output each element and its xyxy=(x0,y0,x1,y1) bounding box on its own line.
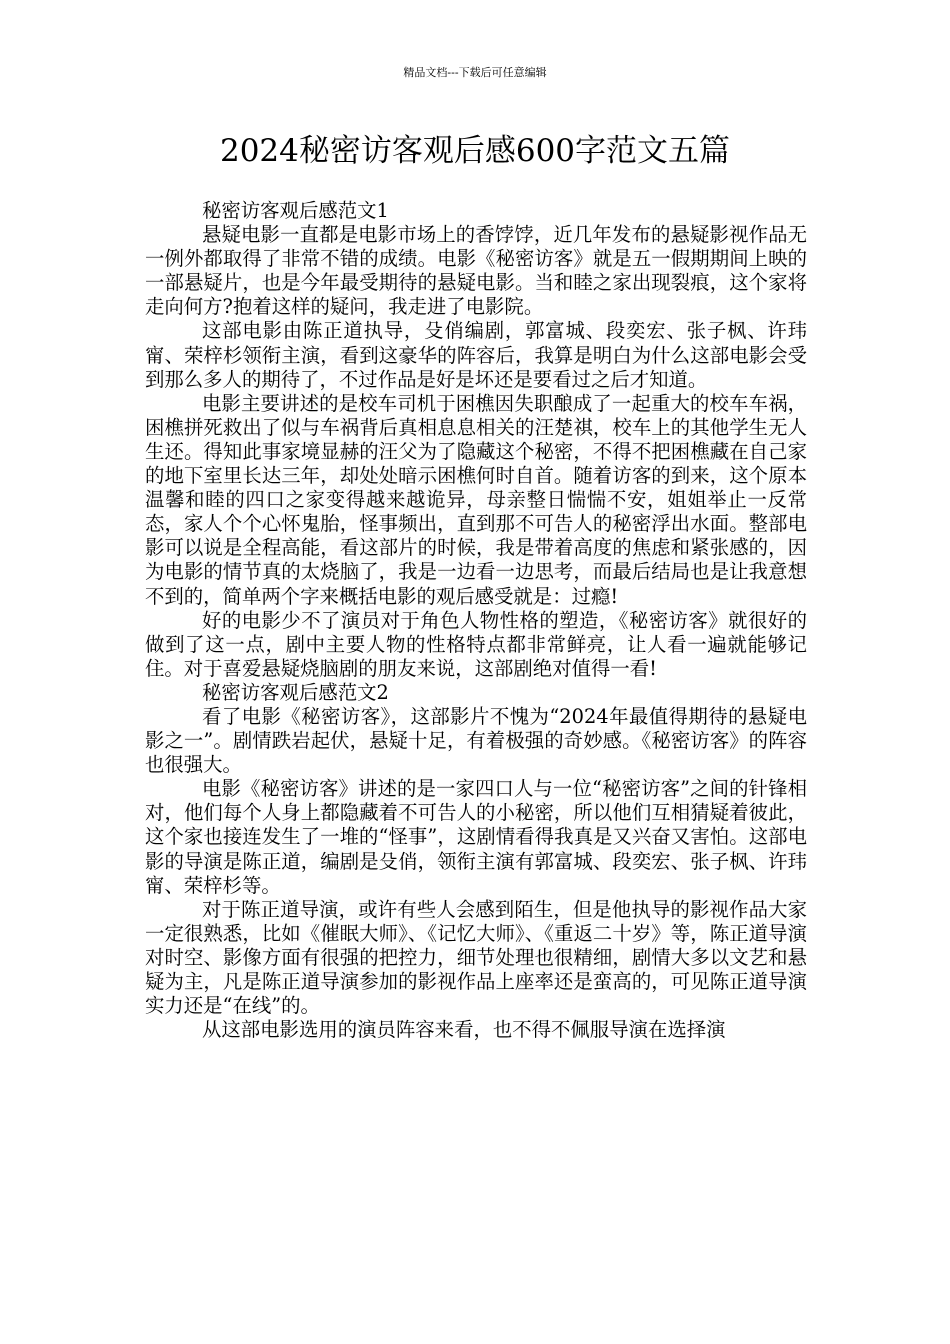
paragraph: 这部电影由陈正道执导，殳俏编剧，郭富城、段奕宏、张子枫、许玮甯、荣梓杉领衔主演，看到这豪华的阵容后，我算是明白为什么这部电影会受到那么多人的期待了，不过作品是好是坏还是要看过之后才知道。 xyxy=(145,319,807,391)
document-body xyxy=(145,199,807,1042)
paragraph: 悬疑电影一直都是电影市场上的香饽饽，近几年发布的悬疑影视作品无一例外都取得了非常不错的成绩。电影《秘密访客》就是五一假期期间上映的一部悬疑片，也是今年最受期待的悬疑电影。当和睦之家出现裂痕，这个家将走向何方?抱着这样的疑问，我走进了电影院。 xyxy=(145,223,807,319)
paragraph: 从这部电影选用的演员阵容来看，也不得不佩服导演在选择演 xyxy=(202,1018,726,1042)
paragraph: 看了电影《秘密访客》，这部影片不愧为“2024年最值得期待的悬疑电影之一”。剧情跌岩起伏，悬疑十足，有着极强的奇妙感。《秘密访客》的阵容也很强大。 xyxy=(145,704,807,777)
page-header: 精品文档---下载后可任意编辑 xyxy=(403,66,547,79)
paragraph: 电影《秘密访客》讲述的是一家四口人与一位“秘密访客”之间的针锋相对，他们每个人身上都隐藏着不可告人的小秘密，所以他们互相猜疑着彼此，这个家也接连发生了一堆的“怪事”，这剧情看得我真是又兴奋又害怕。这部电影的导演是陈正道，编剧是殳俏，领衔主演有郭富城、段奕宏、张子枫、许玮甯、荣梓杉等。 xyxy=(145,777,807,897)
paragraph: 电影主要讲述的是校车司机于困樵因失职酿成了一起重大的校车车祸，困樵拼死救出了似与车祸背后真相息息相关的汪楚祺，校车上的其他学生无人生还。得知此事家境显赫的汪父为了隐藏这个秘密，不得不把困樵藏在自己家的地下室里长达三年，却处处暗示困樵何时自首。随着访客的到来，这个原本温馨和睦的四口之家变得越来越诡异，母亲整日惴惴不安，姐姐举止一反常态，家人个个心怀鬼胎，怪事频出，直到那不可告人的秘密浮出水面。整部电影可以说是全程高能，看这部片的时候，我是带着高度的焦虑和紧张感的，因为电影的情节真的太烧脑了，我是一边看一边思考，而最后结局也是让我意想不到的，简单两个字来概括电影的观后感受就是：过瘾! xyxy=(145,391,807,608)
paragraph: 好的电影少不了演员对于角色人物性格的塑造，《秘密访客》就很好的做到了这一点，剧中主要人物的性格特点都非常鲜亮，让人看一遍就能够记住。对于喜爱悬疑烧脑剧的朋友来说，这部剧绝对值得一看! xyxy=(145,608,807,680)
section-heading-1: 秘密访客观后感范文1 xyxy=(202,199,389,222)
section-heading-2: 秘密访客观后感范文2 xyxy=(202,680,389,704)
paragraph: 对于陈正道导演，或许有些人会感到陌生，但是他执导的影视作品大家一定很熟悉，比如《催眠大师》、《记忆大师》、《重返二十岁》等，陈正道导演对时空、影像方面有很强的把控力，细节处理也很精细，剧情大多以文艺和悬疑为主，凡是陈正道导演参加的影视作品上座率还是蛮高的，可见陈正道导演实力还是“在线”的。 xyxy=(145,897,807,1018)
document-title: 2024秘密访客观后感600字范文五篇 xyxy=(219,133,731,169)
